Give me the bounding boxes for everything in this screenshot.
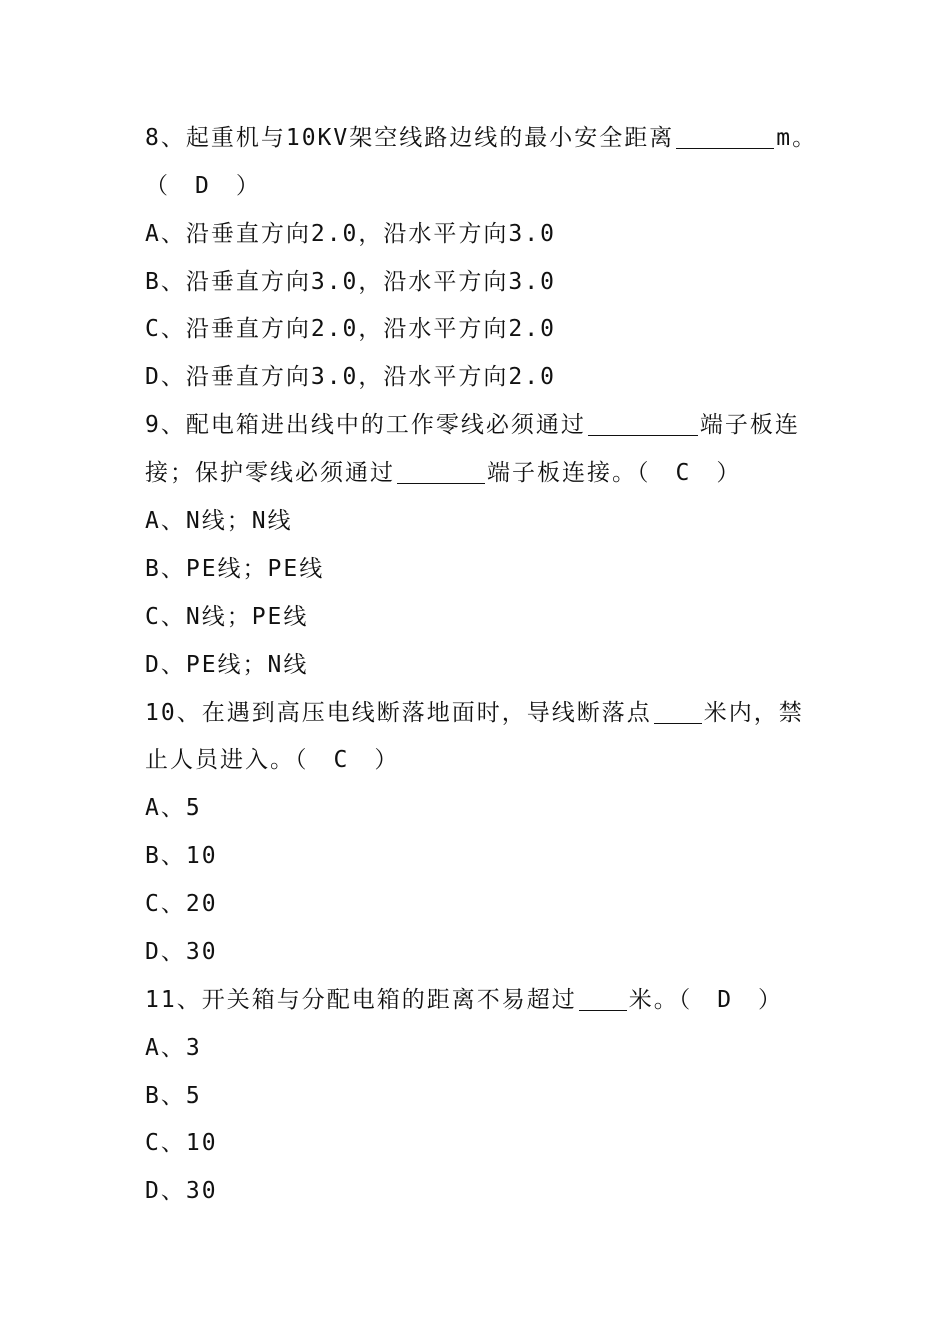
option-item: B、PE线；PE线	[145, 556, 325, 582]
question-10-answer: 止人员进入。（ C ）	[145, 747, 400, 773]
option-item: D、沿垂直方向3.0，沿水平方向2.0	[145, 364, 556, 390]
option-item: D、PE线；N线	[145, 652, 309, 678]
question-9-line-2	[145, 449, 825, 497]
question-9-line-1	[145, 401, 825, 449]
option-item: A、沿垂直方向2.0，沿水平方向3.0	[145, 221, 556, 247]
answer-blank	[579, 976, 627, 1011]
question-9-text: 9、配电箱进出线中的工作零线必须通过	[145, 412, 586, 438]
option-item: A、N线；N线	[145, 508, 293, 534]
question-11-text: 11、开关箱与分配电箱的距离不易超过	[145, 987, 577, 1013]
option-item: B、5	[145, 1083, 202, 1109]
option-item: D、30	[145, 939, 218, 965]
question-10-line-2	[145, 736, 825, 784]
question-8-text: 8、起重机与10KV架空线路边线的最小安全距离	[145, 125, 675, 151]
option-item: C、沿垂直方向2.0，沿水平方向2.0	[145, 316, 556, 342]
question-10-text-cont: 米内，禁	[703, 700, 804, 726]
question-11-answer: 米。（ D ）	[628, 987, 784, 1013]
question-9-text-cont: 端子板连	[699, 412, 800, 438]
question-9-answer: 端子板连接。（ C ）	[487, 460, 742, 486]
option-item: D、30	[145, 1178, 218, 1204]
answer-blank	[588, 401, 698, 436]
question-8-line-2	[145, 162, 825, 210]
question-9-text-2: 接；保护零线必须通过	[145, 460, 395, 486]
answer-blank	[397, 449, 485, 484]
option-item: C、20	[145, 891, 218, 917]
option-item: C、10	[145, 1130, 218, 1156]
question-8-line-1	[145, 114, 825, 162]
question-8-answer: （ D ）	[145, 173, 261, 199]
answer-blank	[676, 114, 774, 149]
question-10-line-1	[145, 689, 825, 737]
question-11-line-1	[145, 976, 825, 1024]
option-item: B、10	[145, 843, 218, 869]
option-item: B、沿垂直方向3.0，沿水平方向3.0	[145, 269, 556, 295]
option-item: A、5	[145, 795, 202, 821]
question-8-unit: m。	[776, 125, 818, 151]
question-10-text: 10、在遇到高压电线断落地面时，导线断落点	[145, 700, 652, 726]
answer-blank	[654, 689, 702, 724]
option-item: A、3	[145, 1035, 202, 1061]
option-item: C、N线；PE线	[145, 604, 309, 630]
